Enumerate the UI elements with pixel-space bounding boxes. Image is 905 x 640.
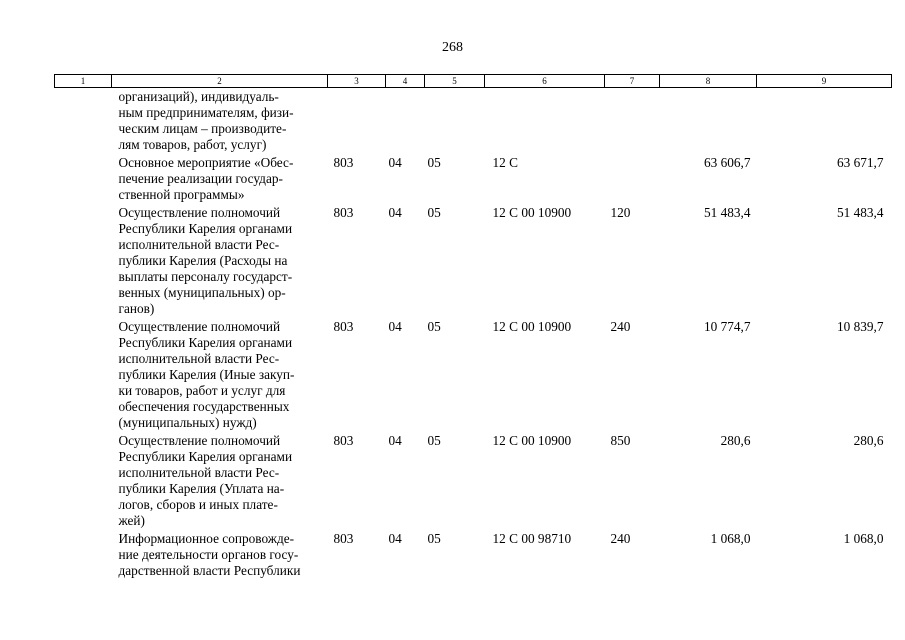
subsection-cell: 05: [427, 205, 441, 220]
expense-type-cell: 120: [610, 205, 631, 220]
row-number-cell: [55, 433, 112, 531]
expense-type-cell: [605, 155, 660, 205]
section-cell: [386, 88, 425, 156]
row-number-cell: [55, 319, 112, 433]
sum-2-cell: 63 671,7: [836, 155, 884, 170]
target-article-cell: 12 С: [492, 155, 518, 170]
description-cell: организаций), индивидуаль- ным предпринимателям, физи- ческим лицам – производите- лям товаров, работ, услуг): [118, 89, 294, 152]
sum-2-cell: 51 483,4: [836, 205, 884, 220]
row-number-cell: [55, 155, 112, 205]
page-number: 268: [442, 40, 463, 55]
header-col-8: 8: [660, 75, 757, 88]
header-col-7: 7: [605, 75, 660, 88]
description-cell: Информационное сопровожде- ние деятельности органов госу- дарственной власти Республики: [118, 531, 301, 578]
row-number-cell: [55, 88, 112, 156]
expense-type-cell: 850: [610, 433, 631, 448]
header-col-2: 2: [112, 75, 328, 88]
budget-table: [54, 74, 892, 581]
table-row: [55, 531, 892, 581]
target-article-cell: 12 С 00 10900: [492, 205, 572, 220]
expense-type-cell: 240: [610, 319, 631, 334]
subsection-cell: 05: [427, 319, 441, 334]
header-col-9: 9: [757, 75, 892, 88]
description-cell: Осуществление полномочий Республики Карелия органами исполнительной власти Рес- публики Карелия (Расходы на выплаты персоналу государст- венных (муниципальных) ор- ганов): [118, 205, 293, 316]
description-cell: Осуществление полномочий Республики Карелия органами исполнительной власти Рес- публики Карелия (Иные закуп- ки товаров, работ и услуг для обеспечения государственных (муниципальных) нужд): [118, 319, 295, 430]
table-row: [55, 155, 892, 205]
table-row: [55, 433, 892, 531]
section-cell: 04: [388, 433, 402, 448]
section-cell: 04: [388, 155, 402, 170]
header-col-4: 4: [386, 75, 425, 88]
subsection-cell: 05: [427, 433, 441, 448]
row-number-cell: [55, 205, 112, 319]
row-number-cell: [55, 531, 112, 581]
subsection-cell: 05: [427, 531, 441, 546]
target-article-cell: [485, 88, 605, 156]
header-col-5: 5: [425, 75, 485, 88]
subsection-cell: 05: [427, 155, 441, 170]
sum-2-cell: 1 068,0: [843, 531, 884, 546]
section-cell: 04: [388, 205, 402, 220]
sum-1-cell: 51 483,4: [703, 205, 751, 220]
expense-type-cell: [605, 88, 660, 156]
sum-1-cell: 10 774,7: [703, 319, 751, 334]
subsection-cell: [425, 88, 485, 156]
section-cell: 04: [388, 319, 402, 334]
table-row: [55, 88, 892, 156]
description-cell: Основное мероприятие «Обес- печение реализации государ- ственной программы»: [118, 155, 294, 202]
expense-type-cell: 240: [610, 531, 631, 546]
sum-1-cell: 280,6: [720, 433, 751, 448]
header-col-3: 3: [328, 75, 386, 88]
table-row: [55, 205, 892, 319]
sum-1-cell: 63 606,7: [703, 155, 751, 170]
ministry-cell: 803: [333, 319, 354, 334]
ministry-cell: 803: [333, 433, 354, 448]
header-col-6: 6: [485, 75, 605, 88]
description-cell: Осуществление полномочий Республики Карелия органами исполнительной власти Рес- публики Карелия (Уплата на- логов, сборов и иных плате- жей): [118, 433, 293, 528]
ministry-cell: 803: [333, 155, 354, 170]
ministry-cell: 803: [333, 531, 354, 546]
ministry-cell: [328, 88, 386, 156]
target-article-cell: 12 С 00 10900: [492, 433, 572, 448]
sum-1-cell: 1 068,0: [710, 531, 751, 546]
table-row: [55, 319, 892, 433]
header-row: [55, 75, 892, 88]
sum-2-cell: 10 839,7: [836, 319, 884, 334]
section-cell: 04: [388, 531, 402, 546]
ministry-cell: 803: [333, 205, 354, 220]
target-article-cell: 12 С 00 10900: [492, 319, 572, 334]
sum-1-cell: [660, 88, 757, 156]
sum-2-cell: [757, 88, 892, 156]
sum-2-cell: 280,6: [853, 433, 884, 448]
target-article-cell: 12 С 00 98710: [492, 531, 572, 546]
header-col-1: 1: [55, 75, 112, 88]
